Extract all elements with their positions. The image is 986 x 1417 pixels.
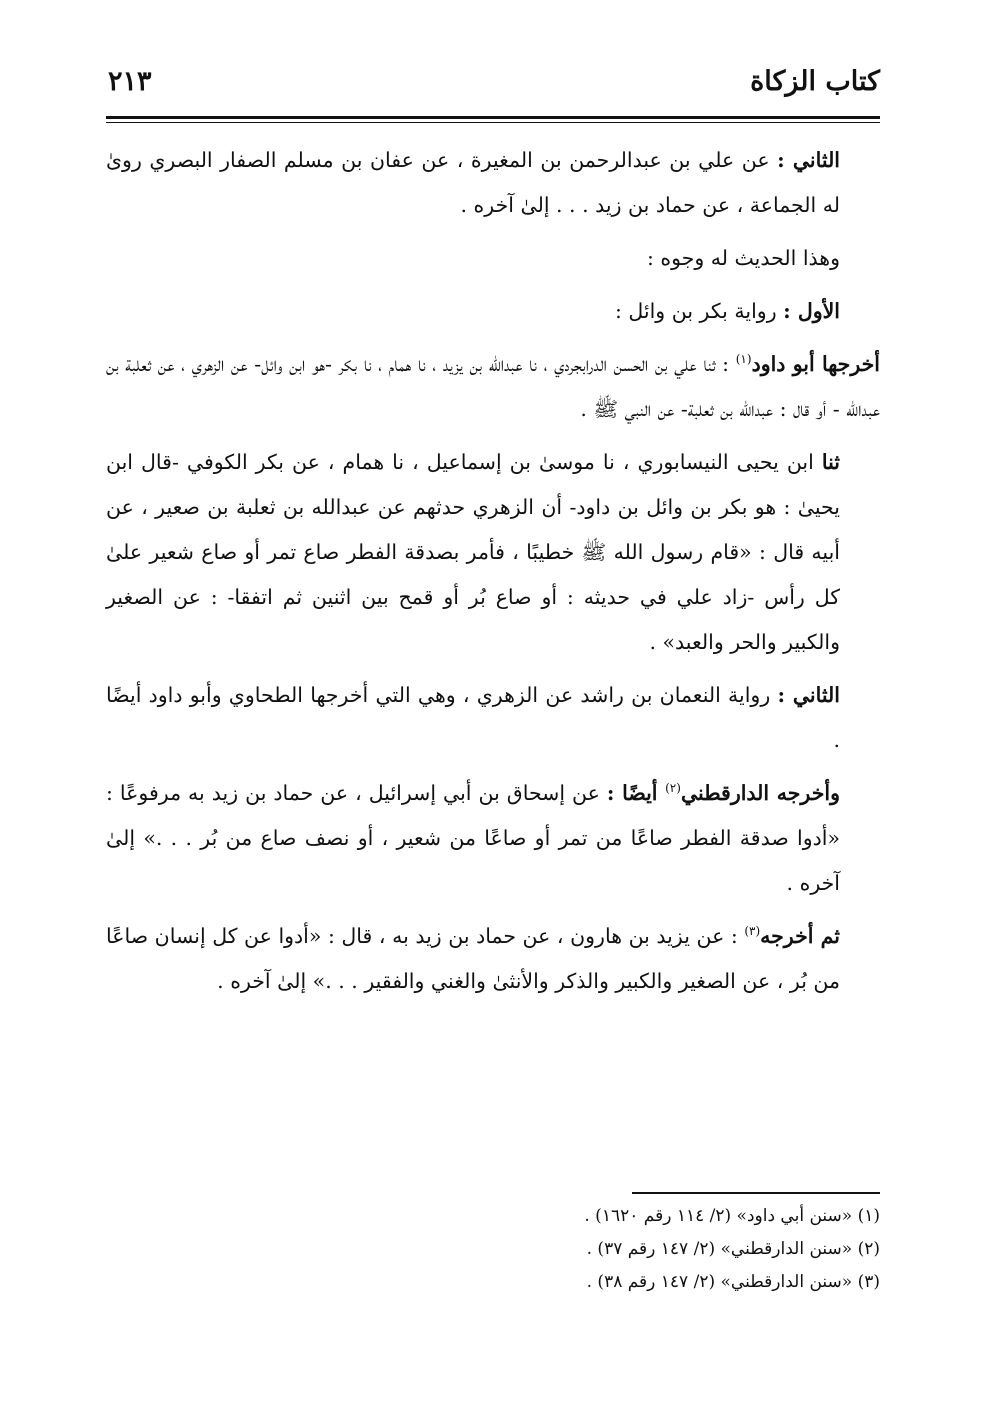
paragraph-lead: الثاني : [777, 148, 841, 172]
paragraph-text: عن علي بن عبدالرحمن بن المغيرة ، عن عفان بن مسلم الصفار البصري روىٰ له الجماعة ، عن حماد بن زيد . . . إلىٰ آخره . [106, 148, 840, 217]
header-rule-thin [106, 122, 880, 123]
paragraph-text: : عن يزيد بن هارون ، عن حماد بن زيد به ، قال : «أدوا عن كل إنسان صاعًا من بُر ، عن الصغير والكبير والذكر والأنثىٰ والغني والفقير . . .» إلىٰ آخره . [106, 924, 840, 993]
paragraph-lead: الثاني : [777, 683, 841, 707]
paragraph-lead: ثنا [821, 450, 840, 474]
footnote: (٣) «سنن الدارقطني» (٢/ ١٤٧ رقم ٣٨) . [586, 1272, 880, 1292]
footnote-rule [632, 1192, 880, 1194]
footnotes [106, 1200, 880, 1299]
paragraph [106, 342, 880, 432]
footnote-ref[interactable]: (١) [735, 352, 752, 367]
footnote: (٢) «سنن الدارقطني» (٢/ ١٤٧ رقم ٣٧) . [586, 1239, 880, 1259]
header-rule-thick [106, 116, 880, 119]
paragraph [106, 289, 880, 334]
paragraph [106, 440, 880, 665]
paragraph [106, 236, 880, 281]
paragraph-text: عن إسحاق بن أبي إسرائيل ، عن حماد بن زيد به مرفوعًا : «أدوا صدقة الفطر صاعًا من تمر أو صاعًا من شعير ، أو نصف صاع من بُر . . .» إلىٰ آخره . [106, 781, 840, 895]
footnote-ref[interactable]: (٣) [744, 924, 761, 939]
footnote-ref[interactable]: (٢) [665, 781, 681, 796]
paragraph-lead: وأخرجه الدارقطني [680, 781, 840, 805]
paragraph [106, 673, 880, 763]
paragraph-lead: الأول : [783, 299, 840, 323]
paragraph [106, 138, 880, 228]
running-head: كتاب الزكاة [750, 66, 880, 97]
page-number: ٢١٣ [108, 66, 152, 97]
paragraph-lead: ثم أخرجه [760, 924, 841, 948]
footnote: (١) «سنن أبي داود» (٢/ ١١٤ رقم ١٦٢٠) . [584, 1206, 880, 1226]
body-text [106, 138, 880, 1012]
paragraph-text: رواية بكر بن وائل : [614, 299, 784, 323]
paragraph-text: وهذا الحديث له وجوه : [646, 246, 840, 270]
paragraph [106, 771, 880, 906]
page-header [108, 60, 880, 112]
paragraph-lead: أخرجها أبو داود [751, 352, 881, 376]
paragraph [106, 914, 880, 1004]
paragraph-text: ابن يحيى النيسابوري ، نا موسىٰ بن إسماعيل ، نا همام ، عن بكر الكوفي -قال ابن يحيىٰ : هو بكر بن وائل بن داود- أن الزهري حدثهم عن عبدالله بن ثعلبة بن صعير ، عن أبيه قال : «قام رسول الله ﷺ خطيبًا ، فأمر بصدقة الفطر صاع تمر أو صاع شعير علىٰ كل رأس -زاد علي في حديثه : أو صاع بُر أو قمح بين اثنين ثم اتفقا- : عن الصغير والكبير والحر والعبد» . [106, 450, 840, 654]
paragraph-text: رواية النعمان بن راشد عن الزهري ، وهي التي أخرجها الطحاوي وأبو داود أيضًا . [106, 683, 840, 752]
paragraph-lead-2: أيضًا : [606, 781, 666, 805]
paragraph-text: : ثنا علي بن الحسن الدرابجردي ، نا عبدالله بن يزيد ، نا همام ، نا بكر -هو ابن وائل- عن الزهري ، عن ثعلبة بن عبدالله - أو قال : عبدالله بن ثعلبة- عن النبي ﷺ . [106, 352, 880, 421]
